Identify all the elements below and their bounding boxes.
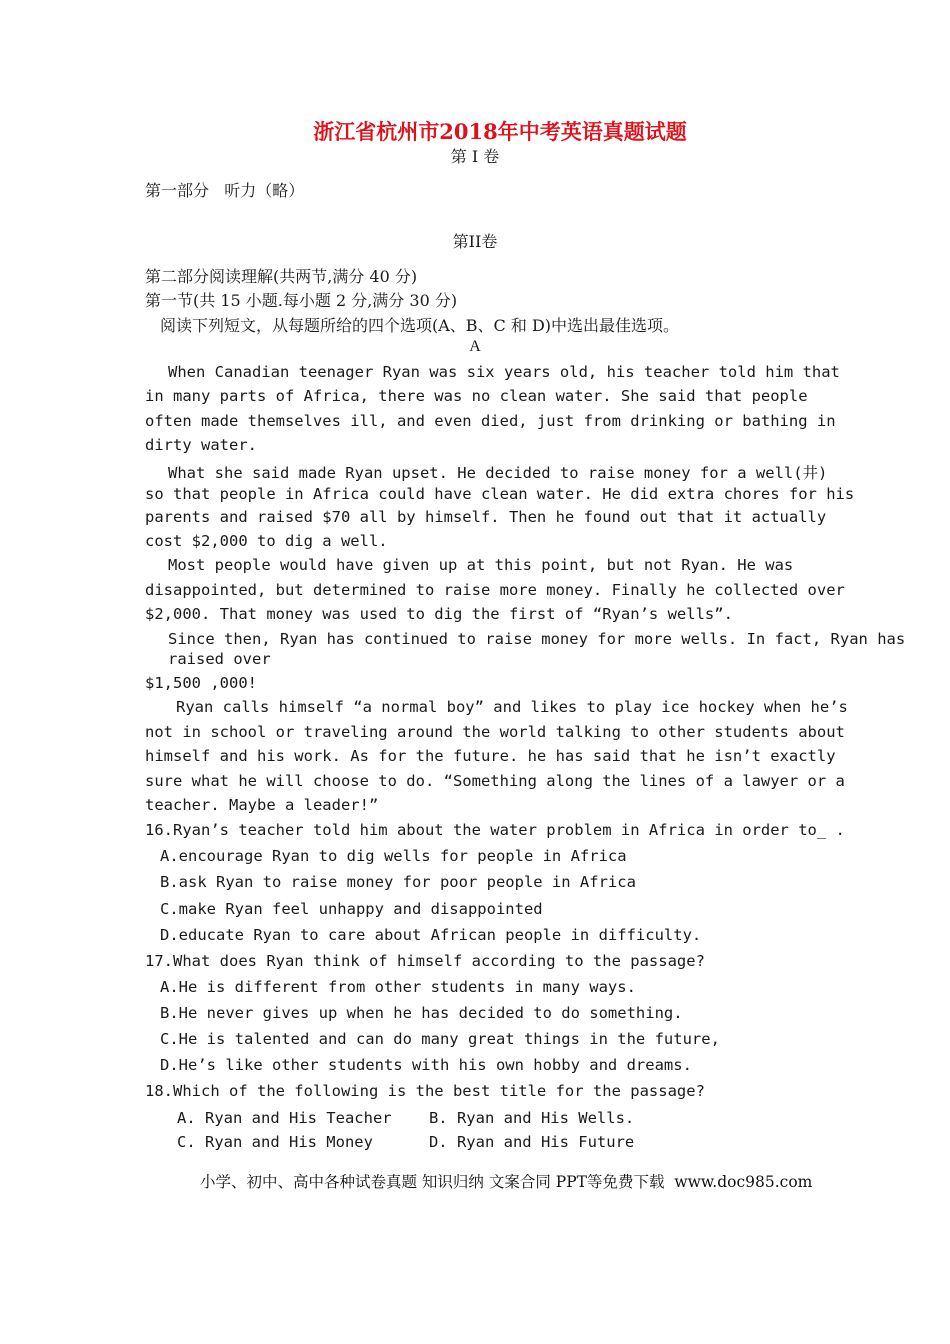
passage-line: What she said made Ryan upset. He decided to raise money for a well(井) xyxy=(168,464,828,482)
part-one-heading: 第一部分 听力（略） xyxy=(145,181,305,200)
passage-line: often made themselves ill, and even died, just from drinking or bathing in xyxy=(145,412,836,430)
passage-line: disappointed, but determined to raise more money. Finally he collected over xyxy=(145,581,845,599)
answer-option: A.He is different from other students in many ways. xyxy=(160,978,636,996)
page-footer: 小学、初中、高中各种试卷真题 知识归纳 文案合同 PPT等免费下载 www.doc985.com xyxy=(200,1173,813,1191)
passage-line: in many parts of Africa, there was no clean water. She said that people xyxy=(145,387,808,405)
passage-line: Since then, Ryan has continued to raise money for more wells. In fact, Ryan has xyxy=(168,630,906,648)
passage-line: $2,000. That money was used to dig the first of “Ryan’s wells”. xyxy=(145,605,733,623)
passage-line: $1,500 ,000! xyxy=(145,674,257,692)
passage-line: teacher. Maybe a leader!” xyxy=(145,796,379,814)
passage-line: Most people would have given up at this point, but not Ryan. He was xyxy=(168,556,794,574)
passage-line: parents and raised $70 all by himself. Then he found out that it actually xyxy=(145,508,827,526)
question-stem: 16.Ryan’s teacher told him about the water problem in Africa in order to_ . xyxy=(145,821,845,839)
page-title: 浙江省杭州市2018年中考英语真题试题 xyxy=(313,119,687,144)
passage-line: so that people in Africa could have clean water. He did extra chores for his xyxy=(145,485,855,503)
passage-line: raised over xyxy=(168,650,271,668)
passage-line: himself and his work. As for the future. he has said that he isn’t exactly xyxy=(145,747,836,765)
volume-two-heading: 第II卷 xyxy=(452,232,498,251)
answer-option: C.He is talented and can do many great things in the future, xyxy=(160,1030,720,1048)
instruction-text: 阅读下列短文，从每题所给的四个选项(A、B、C 和 D)中选出最佳选项。 xyxy=(160,316,680,335)
question-stem: 17.What does Ryan think of himself according to the passage? xyxy=(145,952,705,970)
answer-options-row: C. Ryan and His Money D. Ryan and His Future xyxy=(177,1133,635,1151)
passage-line: When Canadian teenager Ryan was six years old, his teacher told him that xyxy=(168,363,840,381)
volume-one-heading: 第 I 卷 xyxy=(450,147,500,166)
answer-option: D.He’s like other students with his own hobby and dreams. xyxy=(160,1056,692,1074)
answer-option: B.He never gives up when he has decided to do something. xyxy=(160,1004,683,1022)
passage-line: cost $2,000 to dig a well. xyxy=(145,532,388,550)
passage-line: not in school or traveling around the world talking to other students about xyxy=(145,723,845,741)
answer-option: C.make Ryan feel unhappy and disappointed xyxy=(160,900,543,918)
section-one-heading: 第一节(共 15 小题.每小题 2 分,满分 30 分) xyxy=(145,291,458,310)
passage-line: Ryan calls himself “a normal boy” and likes to play ice hockey when he’s xyxy=(176,698,848,716)
passage-label: A xyxy=(469,338,481,355)
passage-line: dirty water. xyxy=(145,436,257,454)
answer-option: A.encourage Ryan to dig wells for people in Africa xyxy=(160,847,627,865)
part-two-heading: 第二部分阅读理解(共两节,满分 40 分) xyxy=(145,267,418,286)
answer-option: B.ask Ryan to raise money for poor people in Africa xyxy=(160,873,636,891)
passage-line: sure what he will choose to do. “Something along the lines of a lawyer or a xyxy=(145,772,845,790)
answer-options-row: A. Ryan and His Teacher B. Ryan and His Wells. xyxy=(177,1109,635,1127)
answer-option: D.educate Ryan to care about African people in difficulty. xyxy=(160,926,702,944)
question-stem: 18.Which of the following is the best title for the passage? xyxy=(145,1082,705,1100)
